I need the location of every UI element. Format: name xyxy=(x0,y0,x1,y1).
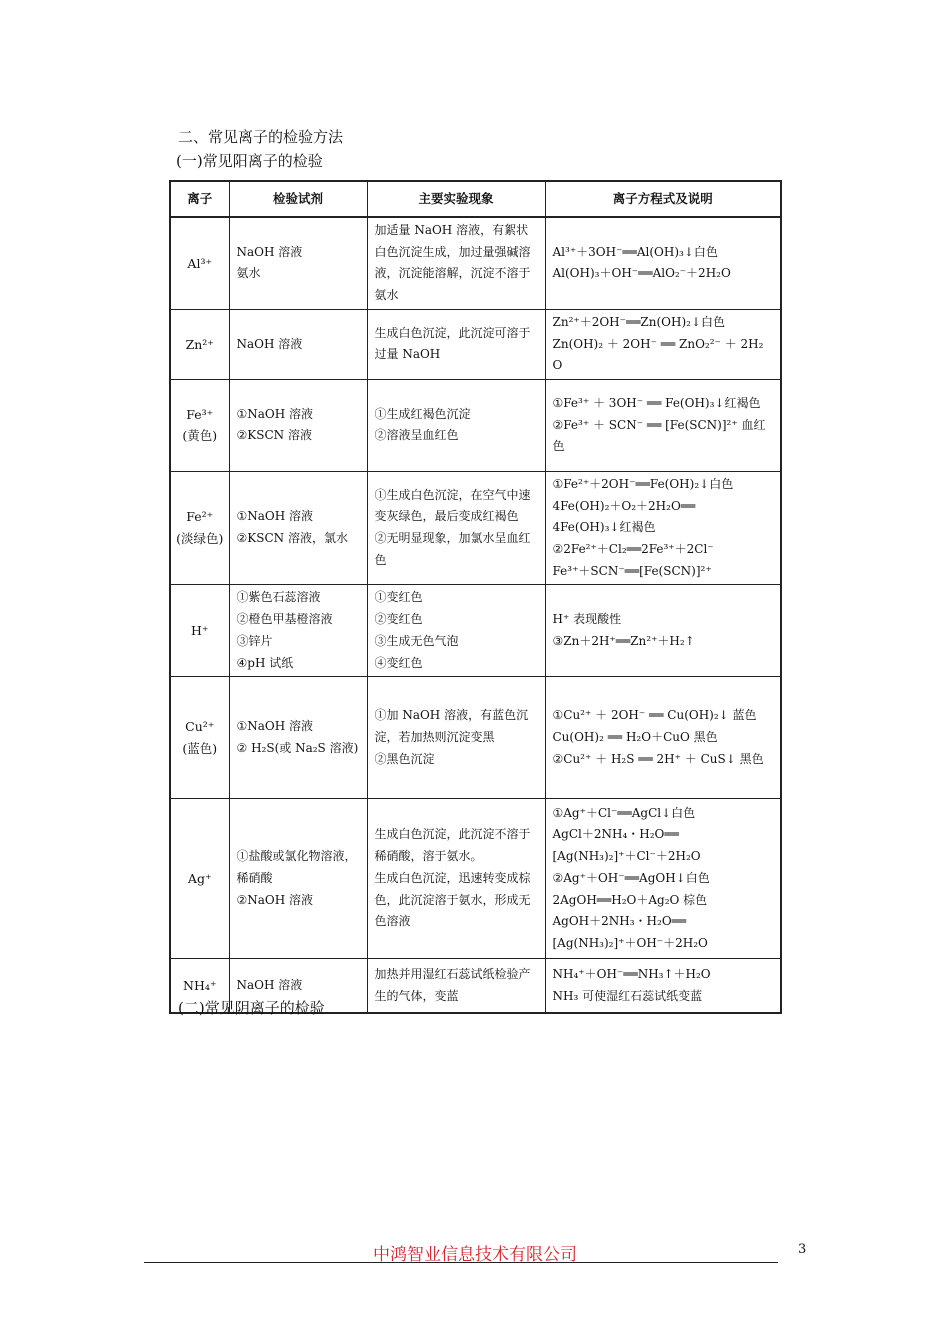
table-row xyxy=(170,471,781,585)
equation-cell: NH₄⁺＋OH⁻══NH₃↑＋H₂O NH₃ 可使湿红石蕊试纸变蓝 xyxy=(545,959,781,1013)
ion-cell: Al³⁺ xyxy=(170,217,229,309)
table-row xyxy=(170,217,781,309)
phenomenon-cell: 生成白色沉淀，此沉淀不溶于稀硝酸，溶于氨水。 生成白色沉淀，迅速转变成棕色，此沉淀溶于氨水，形成无色溶液 xyxy=(367,799,545,959)
reagent-cell: ①盐酸或氯化物溶液，稀硝酸 ②NaOH 溶液 xyxy=(229,799,367,959)
header-reagent: 检验试剂 xyxy=(229,181,367,217)
cation-test-table xyxy=(169,180,782,1014)
table-row xyxy=(170,585,781,677)
ion-cell: Fe³⁺ (黄色) xyxy=(170,379,229,471)
header-ion: 离子 xyxy=(170,181,229,217)
table-row xyxy=(170,379,781,471)
equation-cell: ①Fe²⁺＋2OH⁻══Fe(OH)₂↓白色 4Fe(OH)₂＋O₂＋2H₂O══ 4Fe(OH)₃↓红褐色 ②2Fe²⁺＋Cl₂══2Fe³⁺＋2Cl⁻ Fe³⁺＋SCN⁻══[Fe(SCN)]²⁺ xyxy=(545,471,781,585)
table-row xyxy=(170,677,781,799)
footer-company-name: 中鸿智业信息技术有限公司 xyxy=(373,1245,577,1265)
phenomenon-cell: ①变红色 ②变红色 ③生成无色气泡 ④变红色 xyxy=(367,585,545,677)
equation-cell: ①Ag⁺＋Cl⁻══AgCl↓白色 AgCl＋2NH₄・H₂O══ [Ag(NH₃)₂]⁺＋Cl⁻＋2H₂O ②Ag⁺＋OH⁻══AgOH↓白色 2AgOH══H₂O＋Ag₂O 棕色 AgOH＋2NH₃・H₂O══ [Ag(NH₃)₂]⁺＋OH⁻＋2H₂O xyxy=(545,799,781,959)
phenomenon-cell: ①生成红褐色沉淀 ②溶液呈血红色 xyxy=(367,379,545,471)
equation-cell: H⁺ 表现酸性 ③Zn＋2H⁺══Zn²⁺＋H₂↑ xyxy=(545,585,781,677)
reagent-cell: ①NaOH 溶液 ② H₂S(或 Na₂S 溶液) xyxy=(229,677,367,799)
reagent-cell: NaOH 溶液 氨水 xyxy=(229,217,367,309)
section-title: 二、常见离子的检验方法 xyxy=(178,128,344,146)
header-phenomenon: 主要实验现象 xyxy=(367,181,545,217)
table-row xyxy=(170,799,781,959)
ion-cell: NH₄⁺ xyxy=(170,959,229,1013)
reagent-cell: NaOH 溶液 xyxy=(229,309,367,379)
equation-cell: Zn²⁺＋2OH⁻══Zn(OH)₂↓白色 Zn(OH)₂ ＋ 2OH⁻ ══ ZnO₂²⁻ ＋ 2H₂O xyxy=(545,309,781,379)
reagent-cell: ①紫色石蕊溶液 ②橙色甲基橙溶液 ③锌片 ④pH 试纸 xyxy=(229,585,367,677)
ion-cell: H⁺ xyxy=(170,585,229,677)
phenomenon-cell: ①生成白色沉淀，在空气中速变灰绿色，最后变成红褐色 ②无明显现象，加氯水呈血红色 xyxy=(367,471,545,585)
ion-cell: Zn²⁺ xyxy=(170,309,229,379)
reagent-cell: ①NaOH 溶液 ②KSCN 溶液 xyxy=(229,379,367,471)
reagent-cell: ①NaOH 溶液 ②KSCN 溶液，氯水 xyxy=(229,471,367,585)
ion-cell: Cu²⁺ (蓝色) xyxy=(170,677,229,799)
table-row xyxy=(170,309,781,379)
subsection-anion-title: (二)常见阴离子的检验 xyxy=(178,999,325,1017)
footer-divider xyxy=(144,1262,778,1263)
phenomenon-cell: 加热并用湿红石蕊试纸检验产生的气体，变蓝 xyxy=(367,959,545,1013)
equation-cell: ①Cu²⁺ ＋ 2OH⁻ ══ Cu(OH)₂↓ 蓝色 Cu(OH)₂ ══ H₂O＋CuO 黑色 ②Cu²⁺ ＋ H₂S ══ 2H⁺ ＋ CuS↓ 黑色 xyxy=(545,677,781,799)
page-number: 3 xyxy=(798,1242,807,1257)
header-equation: 离子方程式及说明 xyxy=(545,181,781,217)
phenomenon-cell: 生成白色沉淀，此沉淀可溶于过量 NaOH xyxy=(367,309,545,379)
reagent-cell: NaOH 溶液 xyxy=(229,959,367,1013)
equation-cell: ①Fe³⁺ ＋ 3OH⁻ ══ Fe(OH)₃↓红褐色 ②Fe³⁺ ＋ SCN⁻ ══ [Fe(SCN)]²⁺ 血红色 xyxy=(545,379,781,471)
phenomenon-cell: ①加 NaOH 溶液，有蓝色沉淀，若加热则沉淀变黑 ②黑色沉淀 xyxy=(367,677,545,799)
subsection-cation-title: (一)常见阳离子的检验 xyxy=(176,152,323,170)
equation-cell: Al³⁺＋3OH⁻══Al(OH)₃↓白色 Al(OH)₃＋OH⁻══AlO₂⁻＋2H₂O xyxy=(545,217,781,309)
phenomenon-cell: 加适量 NaOH 溶液，有絮状白色沉淀生成，加过量强碱溶液，沉淀能溶解，沉淀不溶于氨水 xyxy=(367,217,545,309)
table-header-row xyxy=(170,181,781,217)
ion-cell: Fe²⁺ (淡绿色) xyxy=(170,471,229,585)
ion-cell: Ag⁺ xyxy=(170,799,229,959)
